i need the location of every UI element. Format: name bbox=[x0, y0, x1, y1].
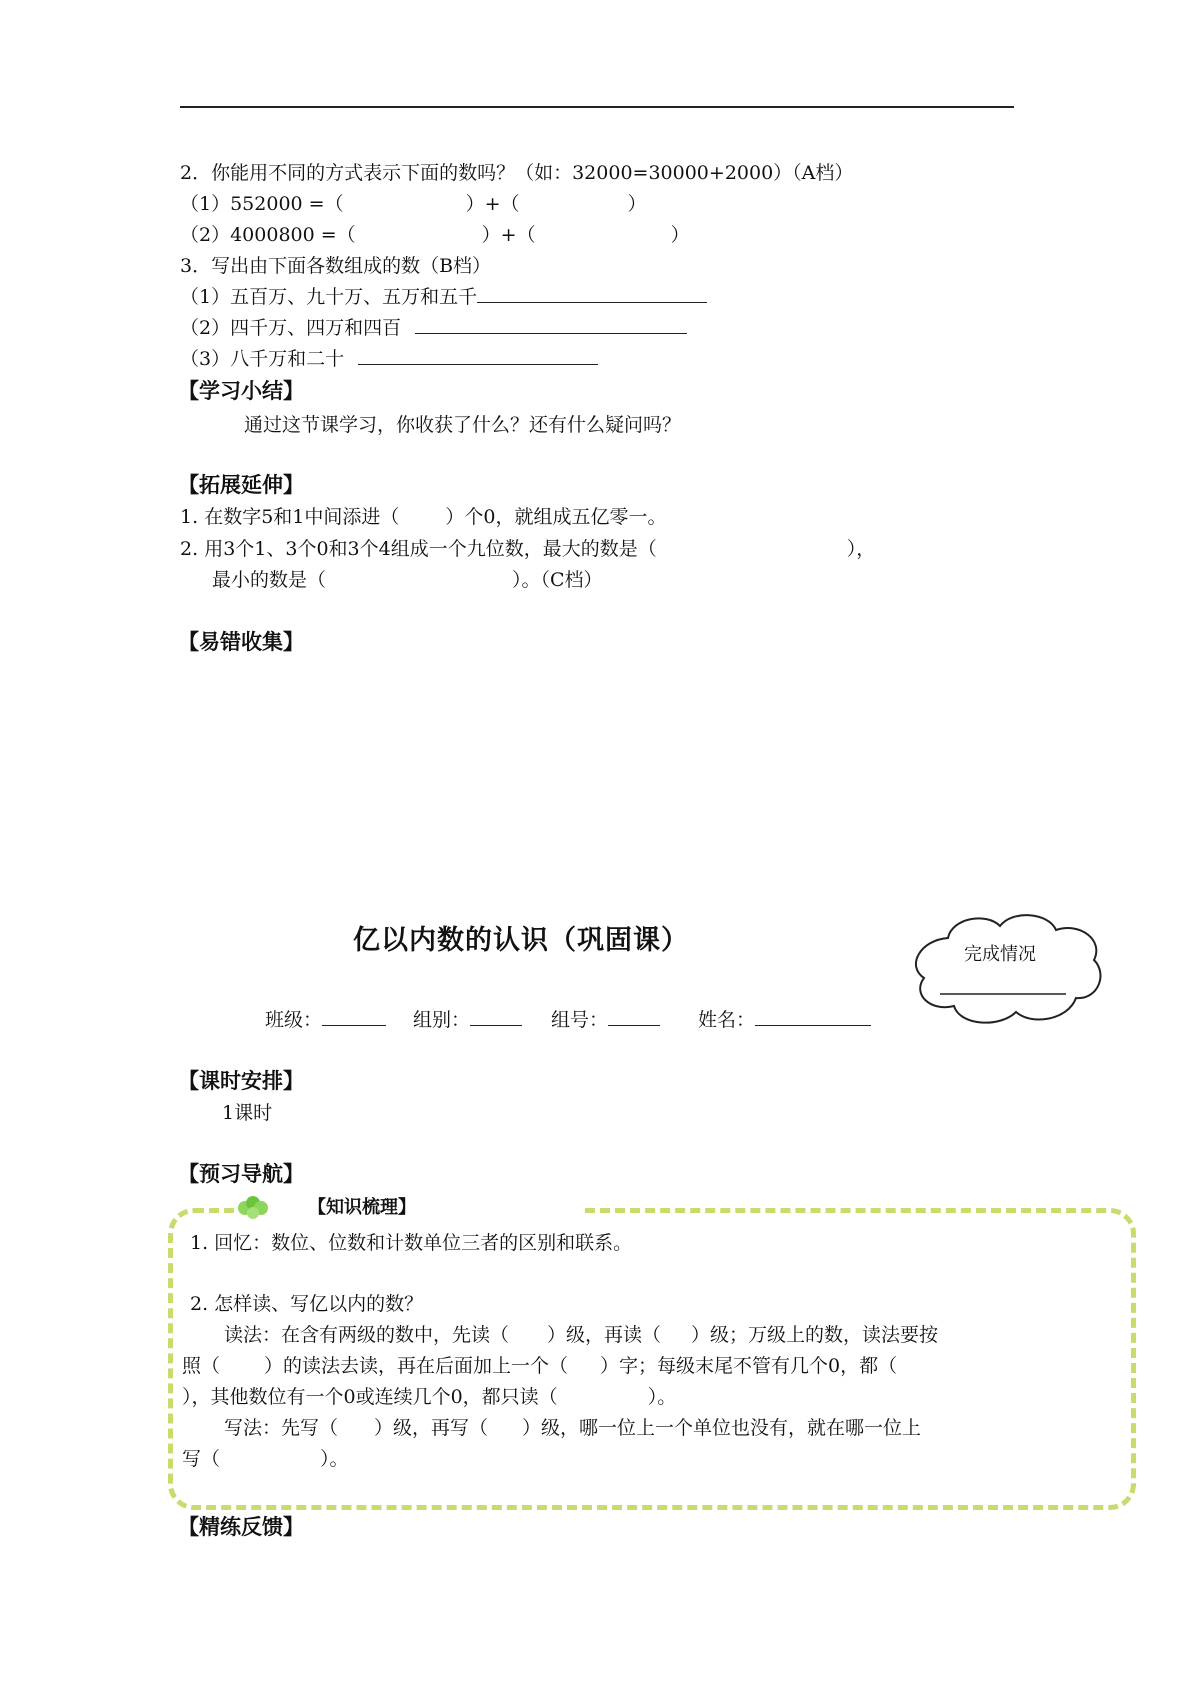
name-input[interactable] bbox=[755, 1007, 871, 1026]
completion-status-label: 完成情况 bbox=[964, 944, 1036, 965]
writing-rule-1b: ）级，再写（ bbox=[374, 1417, 489, 1439]
q3-item-3-answer-blank[interactable] bbox=[358, 346, 598, 365]
ext-item-2b-pre: 最小的数是（ bbox=[212, 569, 327, 591]
q3-item-3 bbox=[180, 346, 598, 372]
q2-title: 2．你能用不同的方式表示下面的数吗？（如：32000=30000+2000）（A档） bbox=[180, 162, 854, 184]
writing-rule-2b: ）。 bbox=[320, 1448, 349, 1470]
reading-rule-2a: 照（ bbox=[182, 1355, 221, 1377]
writing-rule-1c: ）级，哪一位上一个单位也没有，就在哪一位上 bbox=[522, 1417, 922, 1439]
ext-item-1-pre: 在数字5和1中间添进（ bbox=[204, 506, 400, 528]
writing-rule-1a: 写法：先写（ bbox=[224, 1417, 339, 1439]
name-field-label: 姓名： bbox=[698, 1009, 756, 1031]
name-field bbox=[698, 1007, 871, 1033]
class-field-label: 班级： bbox=[265, 1009, 323, 1031]
q2-item-2-mid: ）+（ bbox=[481, 224, 536, 246]
reading-rule-1c: ）级；万级上的数，读法要按 bbox=[691, 1324, 939, 1346]
clover-icon bbox=[232, 1195, 274, 1221]
reading-rule-line-1 bbox=[224, 1322, 938, 1348]
reading-rule-3a: ），其他数位有一个0或连续几个0，都只读（ bbox=[182, 1386, 558, 1408]
q2-item-1-mid: ）+（ bbox=[465, 193, 520, 215]
q3-item-2-answer-blank[interactable] bbox=[415, 315, 687, 334]
reading-rule-3b: ）。 bbox=[647, 1386, 677, 1408]
ext-item-2-num: 2. bbox=[180, 538, 199, 560]
q3-item-1-text: （1）五百万、九十万、五万和五千 bbox=[180, 286, 478, 308]
q3-item-3-text: （3）八千万和二十 bbox=[180, 348, 345, 370]
q2-item-2 bbox=[180, 222, 690, 248]
ext-item-2b-post: ）。（C档） bbox=[512, 569, 603, 591]
preview-header: 【预习导航】 bbox=[178, 1162, 304, 1186]
class-input[interactable] bbox=[322, 1007, 386, 1026]
ext-item-2-pre: 用3个1、3个0和3个4组成一个九位数，最大的数是（ bbox=[204, 538, 657, 560]
class-field bbox=[265, 1007, 386, 1033]
reading-rule-line-2 bbox=[182, 1353, 897, 1379]
ext-item-2-post: ）， bbox=[846, 538, 876, 560]
q3-item-1 bbox=[180, 284, 707, 310]
ext-item-1-post: ）个0，就组成五亿零一。 bbox=[445, 506, 667, 528]
q2-item-2-label: （2）4000800 =（ bbox=[180, 224, 356, 246]
schedule-text: 1课时 bbox=[222, 1102, 273, 1124]
cloud-icon bbox=[908, 908, 1108, 1034]
ext-item-1-num: 1. bbox=[180, 506, 199, 528]
group-input[interactable] bbox=[470, 1007, 522, 1026]
writing-rule-2a: 写（ bbox=[182, 1448, 221, 1470]
group-number-field bbox=[551, 1007, 660, 1033]
q2-item-1 bbox=[180, 191, 647, 217]
reading-rule-1b: ）级，再读（ bbox=[547, 1324, 662, 1346]
ext-item-2 bbox=[180, 536, 875, 562]
top-rule bbox=[180, 106, 1014, 108]
q3-title: 3．写出由下面各数组成的数（B档） bbox=[180, 255, 492, 277]
knowledge-item-2: 2. 怎样读、写亿以内的数？ bbox=[190, 1293, 424, 1315]
group-field bbox=[413, 1007, 522, 1033]
q2-item-1-end: ） bbox=[627, 193, 647, 215]
q2-item-1-label: （1）552000 =（ bbox=[180, 193, 344, 215]
schedule-header: 【课时安排】 bbox=[178, 1069, 304, 1093]
reading-rule-1a: 读法：在含有两级的数中，先读（ bbox=[224, 1324, 510, 1346]
summary-text: 通过这节课学习，你收获了什么？还有什么疑问吗？ bbox=[244, 414, 682, 436]
knowledge-header: 【知识梳理】 bbox=[308, 1197, 416, 1218]
page-title: 亿以内数的认识（巩固课） bbox=[353, 925, 689, 956]
writing-rule-line-2 bbox=[182, 1446, 349, 1472]
ext-item-1 bbox=[180, 504, 666, 530]
reading-rule-line-3 bbox=[182, 1384, 676, 1410]
extension-header: 【拓展延伸】 bbox=[178, 473, 304, 497]
reading-rule-2c: ）字；每级末尾不管有几个0，都（ bbox=[600, 1355, 898, 1377]
group-number-input[interactable] bbox=[608, 1007, 660, 1026]
ext-item-2b bbox=[212, 567, 603, 593]
mistakes-header: 【易错收集】 bbox=[178, 630, 304, 654]
reading-rule-2b: ）的读法去读，再在后面加上一个（ bbox=[264, 1355, 569, 1377]
writing-rule-line-1 bbox=[224, 1415, 921, 1441]
q3-item-1-answer-blank[interactable] bbox=[477, 284, 707, 303]
feedback-header: 【精练反馈】 bbox=[178, 1515, 304, 1539]
summary-header: 【学习小结】 bbox=[178, 379, 304, 403]
knowledge-item-1: 1. 回忆：数位、位数和计数单位三者的区别和联系。 bbox=[190, 1232, 633, 1254]
q3-item-2-text: （2）四千万、四万和四百 bbox=[180, 317, 402, 339]
q2-item-2-end: ） bbox=[670, 224, 690, 246]
group-field-label: 组别： bbox=[413, 1009, 471, 1031]
q3-item-2 bbox=[180, 315, 687, 341]
group-number-field-label: 组号： bbox=[551, 1009, 609, 1031]
